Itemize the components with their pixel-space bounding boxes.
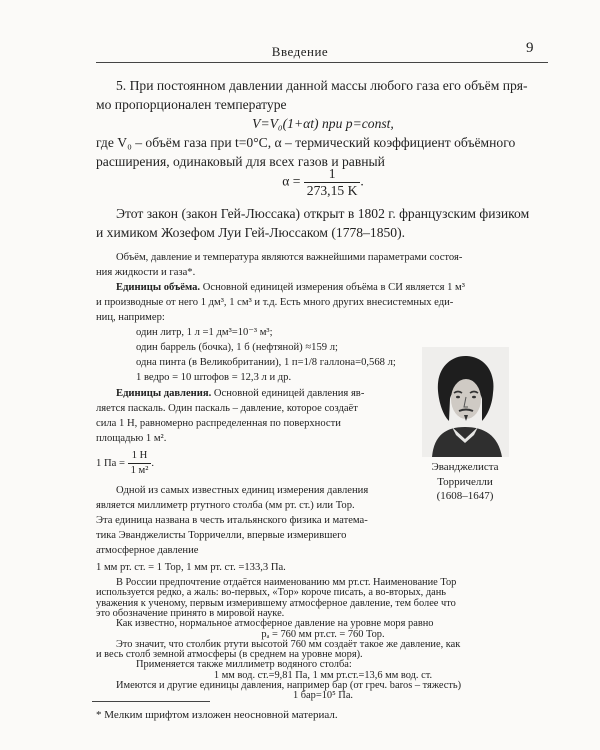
formula-text: V=V₀(1+αt) при p=const, <box>252 116 394 131</box>
caption-years: (1608–1647) <box>436 490 494 502</box>
pascal-fraction <box>128 449 155 478</box>
small-line: ниц, например: <box>96 312 165 323</box>
pascal-dot: . <box>151 457 155 469</box>
pressure-units-paragraph <box>116 386 410 402</box>
small-line: уважения к ученому, первым измерившему атмосферное давление, тем более что <box>96 597 456 609</box>
pressure-units-heading: Единицы давления. <box>116 388 212 399</box>
bar-equation: 1 бар=10⁵ Па. <box>292 690 354 702</box>
small-line: Это значит, что столбик ртути высотой 760 мм создаёт такое же давление, как <box>116 638 461 650</box>
volume-units-heading: Единицы объёма. <box>116 282 201 293</box>
header-rule <box>96 62 548 63</box>
water-column-equation: 1 мм вод. ст.=9,81 Па, 1 мм рт.ст.=13,6 мм вод. ст. <box>213 669 433 681</box>
main-line: мо пропорционален температуре <box>96 97 287 112</box>
small-line: Одной из самых известных единиц измерения давления <box>116 485 369 496</box>
formula-alpha <box>96 166 550 199</box>
alpha-numerator: 1 <box>304 166 361 183</box>
alpha-fraction <box>304 166 364 199</box>
alpha-dot: . <box>360 173 364 189</box>
running-header: Введение <box>271 44 329 59</box>
small-line: используется редко, а жаль: во-первых, «Тор» короче писать, а во-вторых, дань <box>96 587 447 599</box>
small-line: ляется паскаль. Один паскаль – давление, которое создаёт <box>96 403 358 414</box>
pascal-lhs: 1 Па = <box>96 457 125 469</box>
small-line: Применяется также миллиметр водяного столба: <box>136 659 352 671</box>
torr-equation: 1 мм рт. ст. = 1 Тор, 1 мм рт. ст. =133,3 Па. <box>96 562 286 573</box>
portrait-caption <box>405 460 525 504</box>
small-line: является миллиметр ртутного столба (мм рт. ст.) или Тор. <box>96 500 355 511</box>
unit-item: один баррель (бочка), 1 б (нефтяной) ≈159 л; <box>136 342 338 353</box>
unit-item: один литр, 1 л =1 дм³=10⁻³ м³; <box>136 327 273 338</box>
main-line: и химиком Жозефом Луи Гей-Люссаком (1778–1850). <box>96 225 406 240</box>
small-line: атмосферное давление <box>96 545 199 556</box>
small-line: сила 1 Н, равномерно распределенная по поверхности <box>96 418 341 429</box>
pascal-denominator: 1 м² <box>130 465 149 476</box>
normal-pressure-equation: pₐ = 760 мм рт.ст. = 760 Тор. <box>261 628 385 640</box>
small-line: Объём, давление и температура являются важнейшими параметрами состоя- <box>116 252 463 263</box>
pascal-numerator: 1 Н <box>128 449 152 464</box>
alpha-denominator: 273,15 K <box>306 183 358 198</box>
caption-name: Эванджелиста <box>431 461 499 473</box>
small-line: и производные от него 1 дм³, 1 см³ и т.д. Есть много других внесистемных еди- <box>96 297 454 308</box>
small-line: Эта единица названа в честь итальянского физика и матема- <box>96 515 368 526</box>
volume-units-text: Основной единицей измерения объёма в СИ является 1 м³ <box>200 282 465 293</box>
main-line: 5. При постоянном давлении данной массы любого газа его объём пря- <box>116 78 528 93</box>
formula-gay-lussac <box>96 114 550 133</box>
main-line: расширения, одинаковый для всех газов и равный <box>96 154 385 169</box>
alpha-lhs: α = <box>282 173 301 189</box>
torricelli-portrait <box>422 347 509 457</box>
small-line: ния жидкости и газа*. <box>96 267 196 278</box>
small-line: это обозначение принято в мировой науке. <box>96 607 285 619</box>
unit-item: 1 ведро = 10 штофов = 12,3 л и др. <box>136 372 292 383</box>
formula-pascal <box>96 449 410 478</box>
main-line: Этот закон (закон Гей-Люссака) открыт в 1802 г. французским физиком <box>116 206 530 221</box>
small-line: и весь столб земной атмосферы (в среднем на уровне моря). <box>96 649 363 661</box>
small-line: Как известно, нормальное атмосферное давление на уровне моря равно <box>116 618 434 630</box>
pressure-units-text: Основной единицей давления яв- <box>211 388 365 399</box>
page-number: 9 <box>526 40 534 56</box>
footnote: * Мелким шрифтом изложен неосновной материал. <box>96 709 338 721</box>
volume-units-paragraph <box>116 280 550 296</box>
unit-item: одна пинта (в Великобритании), 1 п=1/8 галлона=0,568 л; <box>136 357 396 368</box>
small-line: В России предпочтение отдаётся наименованию мм рт.ст. Наименование Тор <box>116 577 457 588</box>
caption-surname: Торричелли <box>437 475 493 488</box>
main-line: где V₀ – объём газа при t=0°C, α – термический коэффициент объёмного <box>96 135 516 150</box>
small-line: тика Эванджелисты Торричелли, впервые измерившего <box>96 530 347 541</box>
small-line: площадью 1 м². <box>96 433 167 444</box>
small-line: Имеются и другие единицы давления, например бар (от греч. baros – тяжесть) <box>116 680 462 691</box>
